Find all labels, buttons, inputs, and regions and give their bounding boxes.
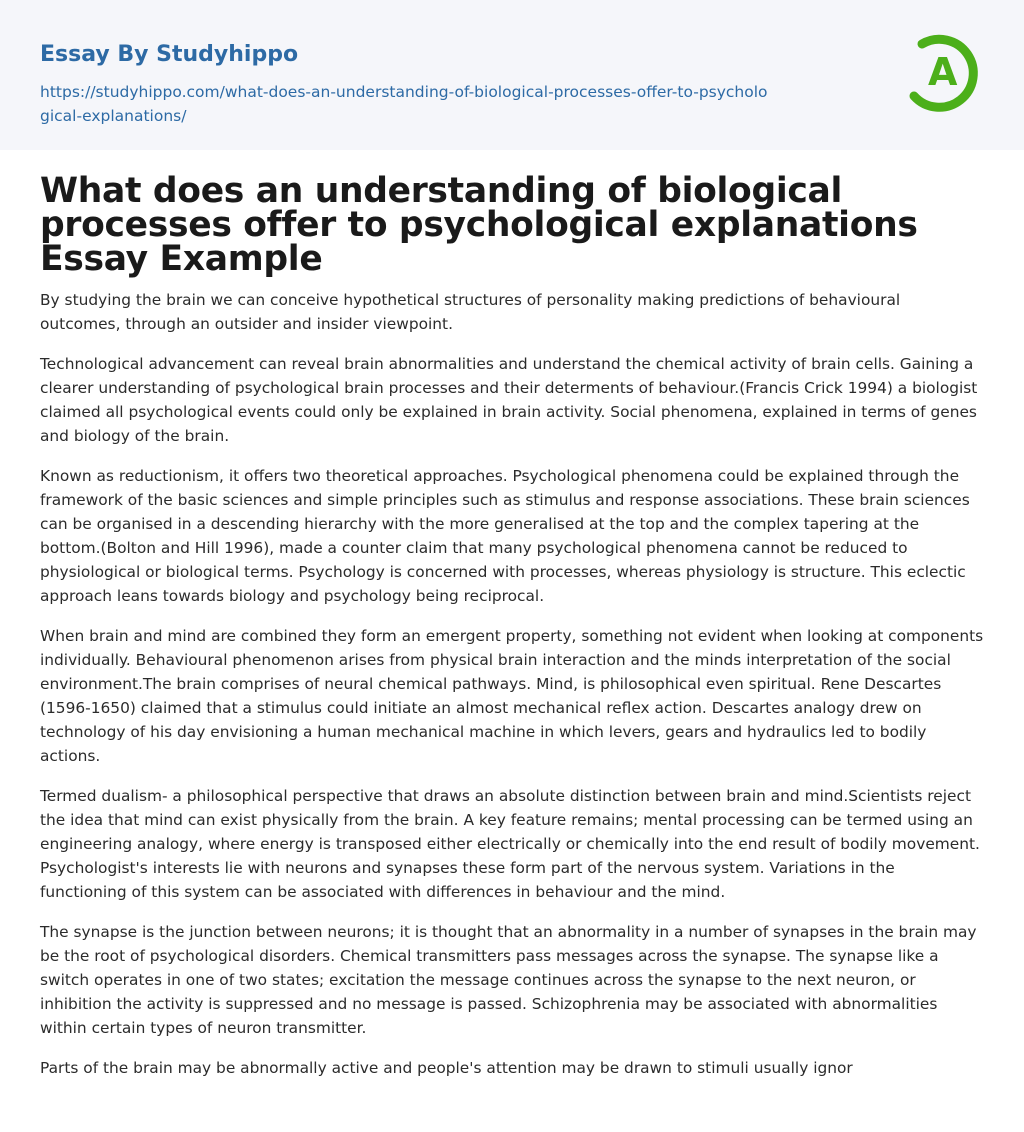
logo-letter: A [928,50,958,94]
essay-url-link[interactable]: https://studyhippo.com/what-does-an-understanding-of-biological-processes-offer-to-psychological-explanations/ [40,83,768,125]
studyhippo-logo-icon[interactable] [900,30,984,114]
site-header [0,0,1024,150]
essay-title: What does an understanding of biological processes offer to psychological explanations Essay Example [40,171,918,279]
essay-paragraph-4: When brain and mind are combined they form an emergent property, something not evident when looking at components individually. Behavioural phenomenon arises from physical brain interaction and the minds interpretation of the social environment.The brain comprises of neural chemical pathways. Mind, is philosophical even spiritual. Rene Descartes (1596-1650) claimed that a stimulus could initiate an almost mechanical reflex action. Descartes analogy drew on technology of his day envisioning a human mechanical machine in which levers, gears and hydraulics led to bodily actions. [40,627,984,765]
essay-paragraph-1: By studying the brain we can conceive hypothetical structures of personality making predictions of behavioural outcomes, through an outsider and insider viewpoint. [40,291,901,333]
site-brand[interactable]: Essay By Studyhippo [40,42,299,67]
essay-paragraph-6: The synapse is the junction between neurons; it is thought that an abnormality in a number of synapses in the brain may be the root of psychological disorders. Chemical transmitters pass messages across the synapse. The synapse like a switch operates in one of two states; excitation the message continues across the synapse to the next neuron, or inhibition the activity is suppressed and no message is passed. Schizophrenia may be associated with abnormalities within certain types of neuron transmitter. [40,923,977,1037]
essay-paragraph-5: Termed dualism- a philosophical perspective that draws an absolute distinction between brain and mind.Scientists reject the idea that mind can exist physically from the brain. A key feature remains; mental processing can be termed using an engineering analogy, where energy is transposed either electrically or chemically into the end result of bodily movement. Psychologist's interests lie with neurons and synapses these form part of the nervous system. Variations in the functioning of this system can be associated with differences in behaviour and the mind. [40,787,980,901]
essay-paragraph-2: Technological advancement can reveal brain abnormalities and understand the chemical activity of brain cells. Gaining a clearer understanding of psychological brain processes and their determents of behaviour.(Francis Crick 1994) a biologist claimed all psychological events could only be explained in brain activity. Social phenomena, explained in terms of genes and biology of the brain. [40,355,978,445]
essay-content [0,171,1024,1080]
essay-paragraph-3: Known as reductionism, it offers two theoretical approaches. Psychological phenomena could be explained through the framework of the basic sciences and simple principles such as stimulus and response associations. These brain sciences can be organised in a descending hierarchy with the more generalised at the top and the complex tapering at the bottom.(Bolton and Hill 1996), made a counter claim that many psychological phenomena cannot be reduced to physiological or biological terms. Psychology is concerned with processes, whereas physiology is structure. This eclectic approach leans towards biology and psychology being reciprocal. [40,467,970,605]
essay-paragraph-7: Parts of the brain may be abnormally active and people's attention may be drawn to stimuli usually ignor [40,1059,853,1077]
